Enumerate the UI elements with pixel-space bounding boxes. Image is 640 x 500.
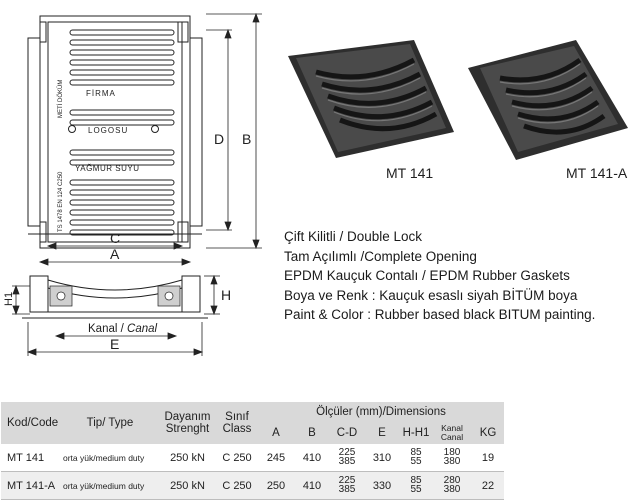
cell-sinif: C 250 xyxy=(216,472,258,500)
grate-text-firma: FİRMA xyxy=(86,89,116,98)
header-cd: C-D xyxy=(330,422,364,444)
grate-slot xyxy=(70,120,174,125)
grate-text-vertical-1: METİ DÖKÜM xyxy=(58,79,64,118)
model-label-mt141: MT 141 xyxy=(386,165,434,181)
grate-slot xyxy=(70,150,174,155)
feature-list xyxy=(284,227,634,325)
cell-b: 410 xyxy=(294,444,330,472)
cell-cd: 225 385 xyxy=(330,444,364,472)
grate-slot xyxy=(70,60,174,65)
cell-tip: orta yük/medium duty xyxy=(61,472,159,500)
dim-label-h: H xyxy=(221,287,232,303)
cell-dayanim: 250 kN xyxy=(159,472,216,500)
cell-hh1: 85 55 xyxy=(400,444,432,472)
cell-kg: 22 xyxy=(472,472,504,500)
header-kg: KG xyxy=(472,422,504,444)
dim-label-kanal: Kanal / Canal xyxy=(88,323,158,335)
dim-label-c: C xyxy=(110,230,121,246)
header-hh1: H-H1 xyxy=(400,422,432,444)
grate-text-yagmur-suyu: YAĞMUR SUYU xyxy=(75,164,140,173)
table-row xyxy=(1,472,504,500)
header-tip: Tip/ Type xyxy=(61,402,159,444)
header-e: E xyxy=(364,422,400,444)
header-dayanim: Dayanım Strenght xyxy=(159,402,216,444)
cell-dayanim: 250 kN xyxy=(159,444,216,472)
left-flange xyxy=(28,38,40,226)
grate-slot xyxy=(70,190,174,195)
cell-hh1: 85 55 xyxy=(400,472,432,500)
grate-slot xyxy=(70,220,174,225)
dim-label-e: E xyxy=(110,336,120,352)
cell-kanal: 280 380 xyxy=(432,472,472,500)
cell-b: 410 xyxy=(294,472,330,500)
cell-cd: 225 385 xyxy=(330,472,364,500)
feature-item: Tam Açılımlı /Complete Opening xyxy=(284,248,477,264)
logo-bolt-left xyxy=(69,126,76,133)
spec-table xyxy=(1,402,504,500)
grate-slot xyxy=(70,40,174,45)
grate-slot xyxy=(70,110,174,115)
cell-e: 310 xyxy=(364,444,400,472)
cell-kod: MT 141-A xyxy=(1,472,61,500)
cell-e: 330 xyxy=(364,472,400,500)
grate-slot xyxy=(70,50,174,55)
grate-slot xyxy=(70,180,174,185)
feature-item: Paint & Color : Rubber based black BITUM painting. xyxy=(284,307,596,322)
product-photo-mt141a xyxy=(466,38,632,162)
cell-tip: orta yük/medium duty xyxy=(61,444,159,472)
grate-slot xyxy=(70,30,174,35)
grate-slot xyxy=(70,210,174,215)
technical-drawing xyxy=(0,0,280,380)
grate-slot xyxy=(70,200,174,205)
cell-sinif: C 250 xyxy=(216,444,258,472)
grate-slot xyxy=(70,70,174,75)
product-photo-mt141 xyxy=(286,36,456,160)
table-row xyxy=(1,444,504,472)
grate-text-logosu: LOGOSU xyxy=(88,126,129,135)
header-a: A xyxy=(258,422,294,444)
dim-label-h1: H1 xyxy=(3,291,15,306)
feature-item: Çift Kilitli / Double Lock xyxy=(284,229,423,244)
model-label-mt141a: MT 141-A xyxy=(566,165,628,181)
cell-a: 250 xyxy=(258,472,294,500)
header-b: B xyxy=(294,422,330,444)
dim-label-d: D xyxy=(214,131,225,147)
right-flange xyxy=(190,38,202,226)
header-kanal: Kanal Canal xyxy=(432,422,472,444)
feature-item: EPDM Kauçuk Contalı / EPDM Rubber Gaskets xyxy=(284,268,570,283)
cell-kanal: 180 380 xyxy=(432,444,472,472)
header-olculer: Ölçüler (mm)/Dimensions xyxy=(258,402,504,422)
feature-item: Boya ve Renk : Kauçuk esaslı siyah BİTÜM boya xyxy=(284,287,578,303)
header-kod: Kod/Code xyxy=(1,402,61,444)
dim-label-b: B xyxy=(242,131,252,147)
dim-label-a: A xyxy=(110,246,120,262)
grate-text-vertical-2: TS 1478 EN 124 C250 xyxy=(58,171,64,232)
grate-slot xyxy=(70,80,174,85)
cell-kod: MT 141 xyxy=(1,444,61,472)
cell-a: 245 xyxy=(258,444,294,472)
logo-bolt-right xyxy=(152,126,159,133)
cell-kg: 19 xyxy=(472,444,504,472)
header-sinif: Sınıf Class xyxy=(216,402,258,444)
